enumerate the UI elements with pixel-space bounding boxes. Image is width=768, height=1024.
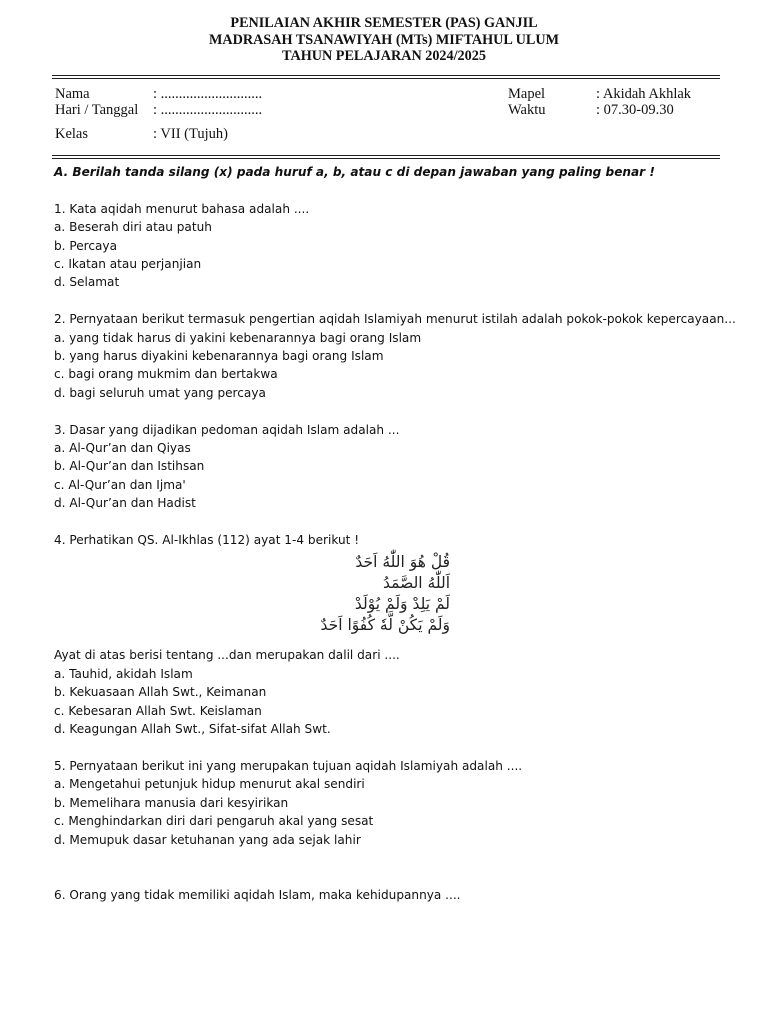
waktu-value: : 07.30-09.30 [596,102,674,118]
mapel-value: : Akidah Akhlak [596,86,692,102]
instruction: A. Berilah tanda silang (x) pada huruf a, b, atau c di depan jawaban yang paling benar ! [54,165,655,179]
waktu-label: Waktu [508,102,546,118]
option-b[interactable]: b. Memelihara manusia dari kesyirikan [54,795,289,810]
option-d[interactable]: d. bagi seluruh umat yang percaya [54,385,266,400]
nama-label: Nama [55,86,90,102]
hari-tanggal-label: Hari / Tanggal [55,102,139,118]
header-rule-top-2 [52,78,720,79]
option-a[interactable]: a. Tauhid, akidah Islam [54,666,193,681]
option-b[interactable]: b. Al-Qur’an dan Istihsan [54,459,205,474]
question-2 [54,310,736,402]
question-text: 5. Pernyataan berikut ini yang merupakan tujuan aqidah Islamiyah adalah .... [54,758,523,773]
header-school: MADRASAH TSANAWIYAH (MTs) MIFTAHUL ULUM [209,31,559,48]
question-6 [54,886,724,904]
option-d[interactable]: d. Keagungan Allah Swt., Sifat-sifat Allah Swt. [54,722,331,737]
header-rule-bottom-1 [52,155,720,156]
nama-field[interactable]: : ............................ [153,86,263,102]
exam-header [0,15,768,65]
option-c[interactable]: c. Menghindarkan diri dari pengaruh akal yang sesat [54,814,374,829]
header-rule-top-1 [52,75,720,76]
option-b[interactable]: b. Percaya [54,238,118,253]
option-d[interactable]: d. Al-Qur’an dan Hadist [54,496,196,511]
option-d[interactable]: d. Selamat [54,275,120,290]
option-a[interactable]: a. yang tidak harus di yakini kebenarannya bagi orang Islam [54,330,422,345]
question-text: 1. Kata aqidah menurut bahasa adalah .... [54,201,310,216]
option-a[interactable]: a. Al-Qur’an dan Qiyas [54,441,191,456]
verse-2: اَللّٰهُ الصَّمَدُ [383,574,450,593]
option-c[interactable]: c. Kebesaran Allah Swt. Keislaman [54,703,262,718]
verse-1: قُلْ هُوَ اللّٰهُ اَحَدٌ [355,553,450,572]
question-section [54,163,736,904]
option-a[interactable]: a. Mengetahui petunjuk hidup menurut akal sendiri [54,777,365,792]
question-5 [54,757,724,849]
question-text: 2. Pernyataan berikut termasuk pengertian aqidah Islamiyah menurut istilah adalah pokok-pokok kepercayaan... [54,312,736,327]
question-stem: Ayat di atas berisi tentang ...dan merupakan dalil dari .... [54,648,400,663]
kelas-value: : VII (Tujuh) [153,126,228,142]
hari-tanggal-field[interactable]: : ............................ [153,102,263,118]
question-text: 4. Perhatikan QS. Al-Ikhlas (112) ayat 1-4 berikut ! [54,533,360,548]
option-c[interactable]: c. bagi orang mukmim dan bertakwa [54,367,278,382]
header-rule-bottom-2 [52,158,720,159]
question-1 [54,200,724,292]
question-3 [54,421,724,513]
option-d[interactable]: d. Memupuk dasar ketuhanan yang ada sejak lahir [54,832,361,847]
quran-verses [54,552,450,636]
mapel-label: Mapel [508,86,546,102]
option-b[interactable]: b. Kekuasaan Allah Swt., Keimanan [54,685,267,700]
option-b[interactable]: b. yang harus diyakini kebenarannya bagi orang Islam [54,349,384,364]
kelas-label: Kelas [55,126,89,142]
option-c[interactable]: c. Ikatan atau perjanjian [54,257,202,272]
verse-3: لَمْ يَلِدْ وَلَمْ يُوْلَدْ [354,595,450,614]
header-year: TAHUN PELAJARAN 2024/2025 [282,48,486,64]
option-c[interactable]: c. Al-Qur’an dan Ijma' [54,477,186,492]
verse-4: وَلَمْ يَكُنْ لَّهٗ كُفُوًا اَحَدٌ [320,616,450,635]
question-text: 3. Dasar yang dijadikan pedoman aqidah Islam adalah ... [54,422,400,437]
question-4 [54,531,724,738]
option-a[interactable]: a. Beserah diri atau patuh [54,220,212,235]
question-text: 6. Orang yang tidak memiliki aqidah Islam, maka kehidupannya .... [54,887,461,902]
header-title: PENILAIAN AKHIR SEMESTER (PAS) GANJIL [230,15,538,31]
